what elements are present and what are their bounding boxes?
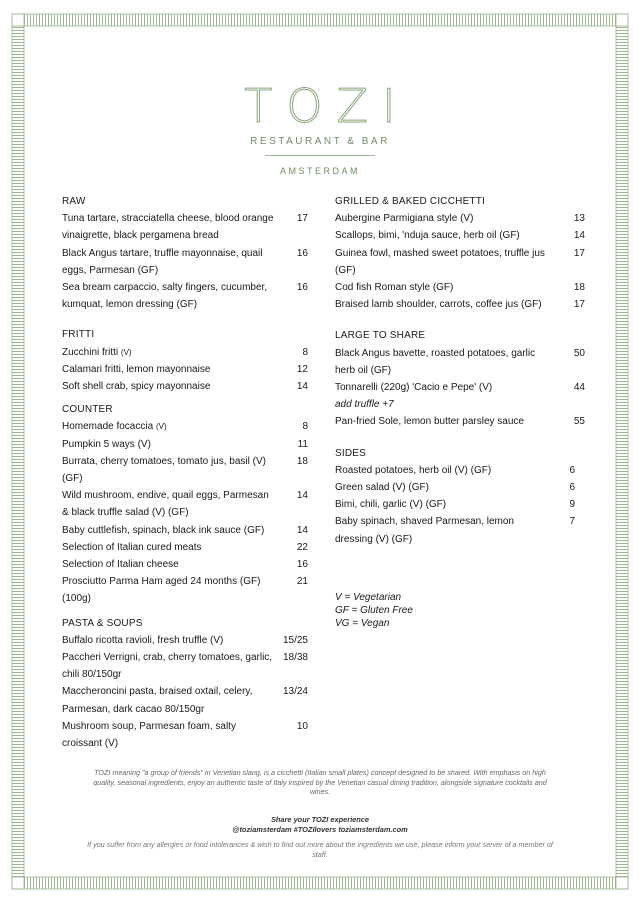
menu-item: Burrata, cherry tomatoes, tomato jus, basil (V) (GF) 18 <box>62 453 308 487</box>
menu-item: Sea bream carpaccio, salty fingers, cucumber, kumquat, lemon dressing (GF) 16 <box>62 279 308 313</box>
menu-item: Paccheri Verrigni, crab, cherry tomatoes, garlic, chili 80/150gr 18/38 <box>62 649 308 683</box>
share-title: Share your TOZI experience <box>270 815 370 824</box>
divider <box>265 155 375 156</box>
legend-item: V = Vegetarian <box>335 592 402 603</box>
share-block <box>150 815 490 834</box>
menu-item: Prosciutto Parma Ham aged 24 months (GF) (100g) 21 <box>62 573 308 607</box>
menu-item: Cod fish Roman style (GF) 18 <box>335 279 585 296</box>
price: 14 <box>296 490 308 502</box>
price: 6 <box>569 464 575 476</box>
price: 50 <box>573 347 585 359</box>
menu-item: Maccheroncini pasta, braised oxtail, celery, Parmesan, dark cacao 80/150gr 13/24 <box>62 683 308 717</box>
price: 14 <box>296 381 308 393</box>
menu-item: Zucchini fritti (V) 8 <box>62 344 308 361</box>
menu-item: Black Angus tartare, truffle mayonnaise, quail eggs, Parmesan (GF) 16 <box>62 245 308 279</box>
price: 21 <box>296 576 308 588</box>
menu-left-column <box>62 193 308 752</box>
price: 17 <box>573 299 585 311</box>
price: 6 <box>569 482 575 494</box>
menu-item: Selection of Italian cured meats 22 <box>62 539 308 556</box>
allergy-notice: If you suffer from any allergies or food intolerances & wish to find out more about the ingredients we use, please inform your server of a member of staff. <box>87 840 553 859</box>
section-title-pasta: PASTA & SOUPS <box>62 617 143 629</box>
price: 22 <box>296 541 308 553</box>
menu-item: Black Angus bavette, roasted potatoes, garlic herb oil (GF) 50 <box>335 345 585 379</box>
price: 15/25 <box>282 634 308 646</box>
menu-item: Scallops, bimi, 'nduja sauce, herb oil (GF) 14 <box>335 227 585 244</box>
menu-item: Soft shell crab, spicy mayonnaise 14 <box>62 378 308 395</box>
menu-item: Roasted potatoes, herb oil (V) (GF) 6 <box>335 462 585 479</box>
menu-item: Baby cuttlefish, spinach, black ink sauce (GF) 14 <box>62 522 308 539</box>
menu-item: Tonnarelli (220g) 'Cacio e Pepe' (V) 44 <box>335 379 585 396</box>
brand-header <box>0 80 640 176</box>
about-text: TOZI meaning "a group of friends" in Venetian slang, is a cicchetti (Italian small plates) concept designed to be shared. With emphasis on high quality, seasonal ingredients, enjoy an authentic taste of Italy inspired by the Venetian casual dining tradition, alongside signature cocktails and wines. <box>93 768 547 797</box>
section-title-sides: SIDES <box>335 447 367 459</box>
section-title-counter: COUNTER <box>62 404 113 416</box>
price: 18/38 <box>282 652 308 664</box>
price: 18 <box>573 282 585 294</box>
menu-item-addon: add truffle +7 <box>335 399 394 411</box>
section-title-fritti: FRITTI <box>62 329 95 341</box>
menu-item: Selection of Italian cheese 16 <box>62 556 308 573</box>
price: 13/24 <box>282 686 308 698</box>
price: 55 <box>573 416 585 428</box>
brand-city: AMSTERDAM <box>279 166 360 176</box>
menu-item: Green salad (V) (GF) 6 <box>335 479 585 496</box>
menu-item: Bimi, chili, garlic (V) (GF) 9 <box>335 496 585 513</box>
price: 7 <box>569 516 575 528</box>
price: 12 <box>296 363 308 375</box>
menu-item: Homemade focaccia (V) 8 <box>62 418 308 435</box>
price: 8 <box>302 346 308 358</box>
share-handles: @toziamsterdam #TOZIlovers toziamsterdam.com <box>232 824 408 834</box>
price: 17 <box>296 213 308 225</box>
menu-item: Wild mushroom, endive, quail eggs, Parmesan & black truffle salad (V) (GF) 14 <box>62 487 308 521</box>
section-title-raw: RAW <box>62 196 86 207</box>
price: 16 <box>296 559 308 571</box>
price: 16 <box>296 282 308 294</box>
price: 18 <box>296 455 308 467</box>
legend-item: GF = Gluten Free <box>335 605 413 616</box>
menu-item: Mushroom soup, Parmesan foam, salty croissant (V) 10 <box>62 718 308 752</box>
legend-item: VG = Vegan <box>335 618 390 629</box>
menu-right-column <box>335 193 585 548</box>
section-title-share: LARGE TO SHARE <box>335 330 426 342</box>
price: 14 <box>296 524 308 536</box>
price: 11 <box>297 438 308 450</box>
price: 16 <box>296 247 308 259</box>
price: 13 <box>573 213 585 225</box>
menu-item: Aubergine Parmigiana style (V) 13 <box>335 210 585 227</box>
menu-item: Braised lamb shoulder, carrots, coffee jus (GF) 17 <box>335 296 585 313</box>
price: 9 <box>569 499 575 511</box>
menu-item: Pumpkin 5 ways (V) 11 <box>62 436 308 453</box>
dietary-legend <box>335 591 413 630</box>
price: 14 <box>573 230 585 242</box>
brand-subtitle: RESTAURANT & BAR <box>250 136 390 147</box>
price: 44 <box>573 382 585 394</box>
section-title-grilled: GRILLED & BAKED CICCHETTI <box>335 196 486 207</box>
menu-item: Guinea fowl, mashed sweet potatoes, truffle jus (GF) 17 <box>335 245 585 279</box>
price: 10 <box>296 720 308 732</box>
menu-item: Buffalo ricotta ravioli, fresh truffle (V) 15/25 <box>62 632 308 649</box>
price: 17 <box>573 247 585 259</box>
menu-item: Pan-fried Sole, lemon butter parsley sauce 55 <box>335 413 585 430</box>
menu-item: Calamari fritti, lemon mayonnaise 12 <box>62 361 308 378</box>
price: 8 <box>302 421 308 433</box>
menu-item: Tuna tartare, stracciatella cheese, blood orange vinaigrette, black pergamena bread 17 <box>62 210 308 244</box>
logo: TOZI <box>244 79 410 133</box>
menu-item: Baby spinach, shaved Parmesan, lemon dressing (V) (GF) 7 <box>335 513 585 547</box>
